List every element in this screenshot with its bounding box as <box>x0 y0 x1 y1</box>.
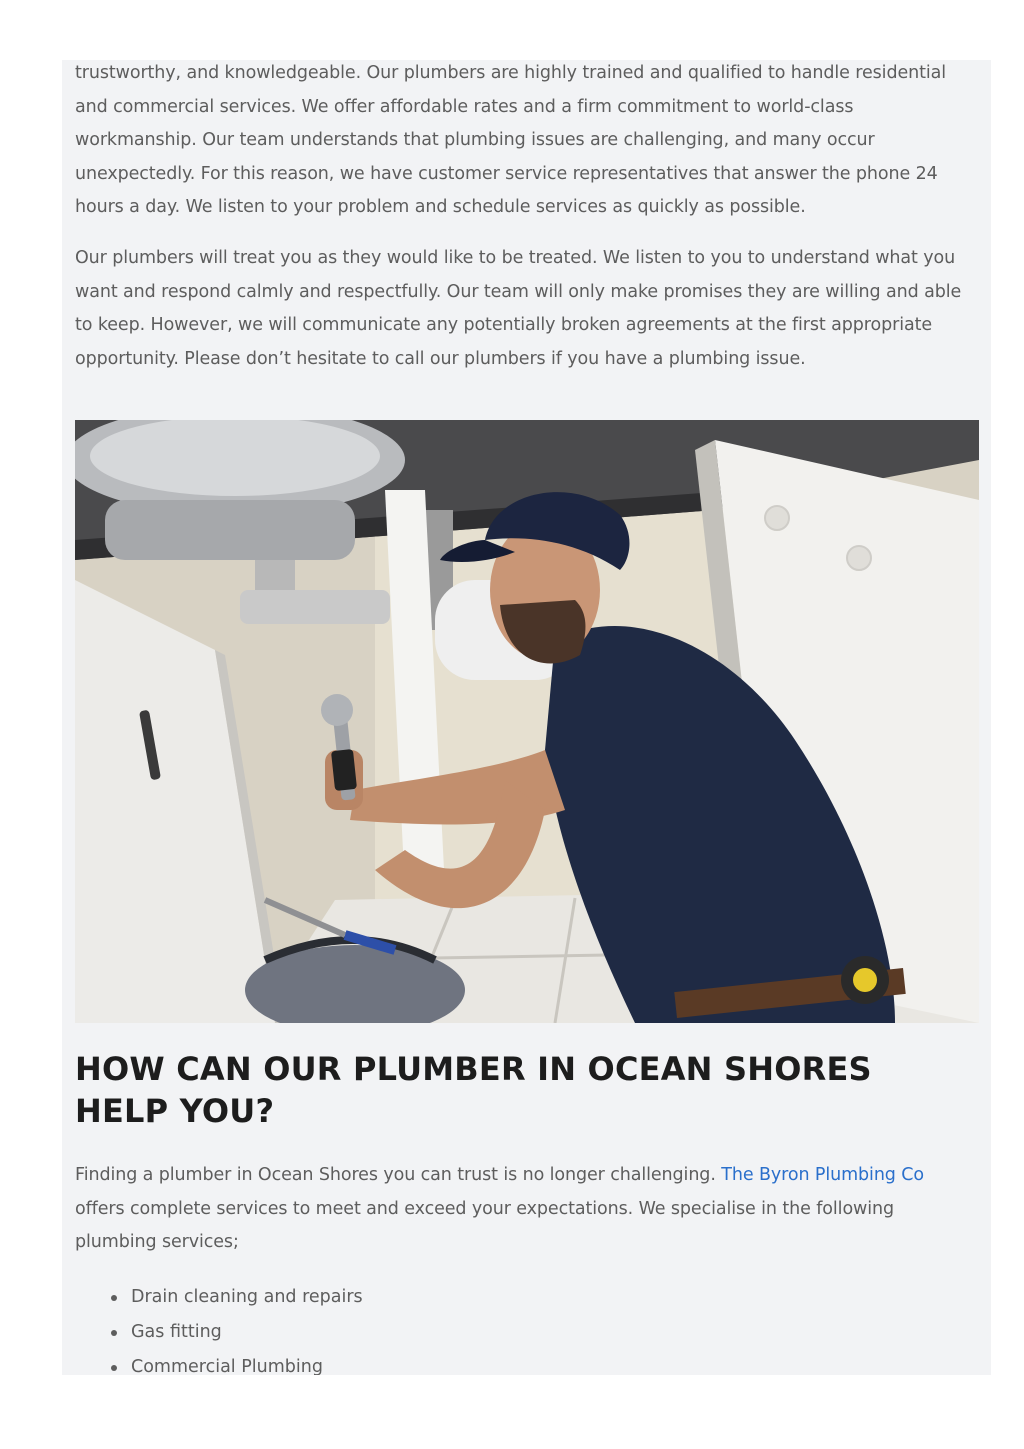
byron-plumbing-link[interactable]: The Byron Plumbing Co <box>721 1165 925 1185</box>
list-item: Commercial Plumbing <box>131 1350 363 1375</box>
treatment-paragraph: Our plumbers will treat you as they would like to be treated. We listen to you to understand what you want and respond calmly and respectfully. Our team will only make promises they are willing and able to keep. However, we will communicate any potentially broken agreements at the first appropriate opportunity. Please don’t hesitate to call our plumbers if you have a plumbing issue. <box>75 248 962 369</box>
services-intro-text-continued: offers complete services to meet and exceed your expectations. We specialise in the following plumbing services; <box>75 1198 895 1253</box>
services-intro-text: Finding a plumber in Ocean Shores you can trust is no longer challenging. <box>75 1165 722 1185</box>
services-intro-paragraph <box>75 1159 975 1260</box>
services-list <box>75 1280 363 1375</box>
plumber-under-sink-photo <box>75 420 979 1023</box>
content-panel <box>62 60 991 1375</box>
intro-paragraph: trustworthy, and knowledgeable. Our plumbers are highly trained and qualified to handle residential and commercial services. We offer affordable rates and a firm commitment to world-class workmanship. Our team understands that plumbing issues are challenging, and many occur unexpectedly. For this reason, we have customer service representatives that answer the phone 24 hours a day. We listen to your problem and schedule services as quickly as possible. <box>75 63 947 218</box>
section-heading: HOW CAN OUR PLUMBER IN OCEAN SHORES HELP YOU? <box>75 1050 872 1130</box>
list-item: Drain cleaning and repairs <box>131 1280 363 1315</box>
list-item: Gas fitting <box>131 1315 363 1350</box>
